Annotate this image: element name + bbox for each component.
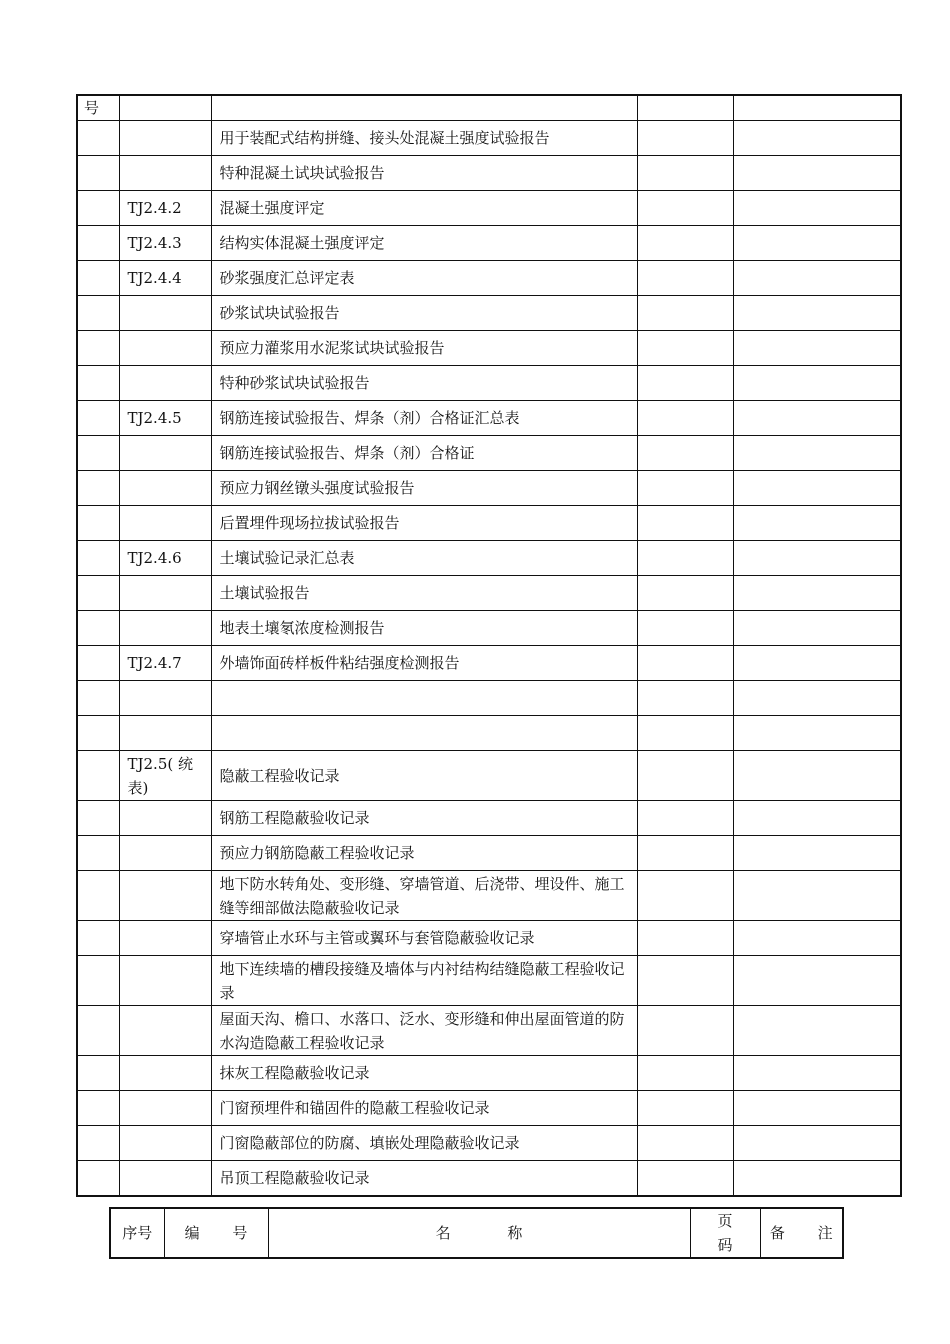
table-row xyxy=(77,871,901,921)
header-fragment-row xyxy=(77,95,901,121)
row-code-cell: TJ2.4.2 xyxy=(119,191,211,226)
header-page-cell xyxy=(637,95,733,121)
table-row xyxy=(77,751,901,801)
column-header-code: 编 号 xyxy=(164,1208,268,1258)
table-row xyxy=(77,436,901,471)
row-code-cell xyxy=(119,611,211,646)
row-name-cell: 土壤试验报告 xyxy=(211,576,637,611)
row-note-cell xyxy=(733,436,901,471)
table-row xyxy=(77,1006,901,1056)
row-page-cell xyxy=(637,1161,733,1197)
row-seq-cell xyxy=(77,401,119,436)
row-page-cell xyxy=(637,681,733,716)
row-page-cell xyxy=(637,646,733,681)
row-page-cell xyxy=(637,436,733,471)
row-page-cell xyxy=(637,261,733,296)
table-row xyxy=(77,226,901,261)
row-note-cell xyxy=(733,921,901,956)
row-code-cell xyxy=(119,801,211,836)
row-note-cell xyxy=(733,471,901,506)
row-code-cell xyxy=(119,1056,211,1091)
row-seq-cell xyxy=(77,121,119,156)
row-note-cell xyxy=(733,366,901,401)
row-note-cell xyxy=(733,956,901,1006)
row-note-cell xyxy=(733,1006,901,1056)
row-note-cell xyxy=(733,156,901,191)
row-seq-cell xyxy=(77,1006,119,1056)
row-page-cell xyxy=(637,471,733,506)
table-row xyxy=(77,541,901,576)
row-page-cell xyxy=(637,871,733,921)
row-code-cell: TJ2.4.7 xyxy=(119,646,211,681)
row-note-cell xyxy=(733,121,901,156)
row-seq-cell xyxy=(77,1056,119,1091)
row-code-cell: TJ2.4.4 xyxy=(119,261,211,296)
row-page-cell xyxy=(637,1006,733,1056)
row-name-cell: 屋面天沟、檐口、水落口、泛水、变形缝和伸出屋面管道的防水沟造隐蔽工程验收记录 xyxy=(211,1006,637,1056)
row-code-cell xyxy=(119,156,211,191)
row-code-cell xyxy=(119,1161,211,1197)
row-name-cell: 门窗预埋件和锚固件的隐蔽工程验收记录 xyxy=(211,1091,637,1126)
column-header-seq: 序号 xyxy=(110,1208,164,1258)
row-name-cell: 特种混凝土试块试验报告 xyxy=(211,156,637,191)
row-name-cell: 砂浆试块试验报告 xyxy=(211,296,637,331)
row-name-cell: 外墙饰面砖样板件粘结强度检测报告 xyxy=(211,646,637,681)
column-header-row xyxy=(110,1208,843,1258)
table-row xyxy=(77,956,901,1006)
row-code-cell: TJ2.4.6 xyxy=(119,541,211,576)
row-page-cell xyxy=(637,576,733,611)
row-seq-cell xyxy=(77,956,119,1006)
row-page-cell xyxy=(637,296,733,331)
row-seq-cell xyxy=(77,541,119,576)
row-page-cell xyxy=(637,716,733,751)
row-name-cell: 穿墙管止水环与主管或翼环与套管隐蔽验收记录 xyxy=(211,921,637,956)
header-note-cell xyxy=(733,95,901,121)
row-seq-cell xyxy=(77,331,119,366)
table-row xyxy=(77,1126,901,1161)
row-note-cell xyxy=(733,716,901,751)
row-code-cell xyxy=(119,121,211,156)
row-page-cell xyxy=(637,331,733,366)
document-index-table xyxy=(76,94,902,1197)
row-note-cell xyxy=(733,871,901,921)
row-name-cell: 隐蔽工程验收记录 xyxy=(211,751,637,801)
row-seq-cell xyxy=(77,366,119,401)
row-name-cell: 地下防水转角处、变形缝、穿墙管道、后浇带、埋设件、施工缝等细部做法隐蔽验收记录 xyxy=(211,871,637,921)
table-body xyxy=(77,95,901,1196)
row-seq-cell xyxy=(77,156,119,191)
row-seq-cell xyxy=(77,191,119,226)
row-note-cell xyxy=(733,1161,901,1197)
row-seq-cell xyxy=(77,436,119,471)
row-name-cell: 抹灰工程隐蔽验收记录 xyxy=(211,1056,637,1091)
row-name-cell: 预应力钢丝镦头强度试验报告 xyxy=(211,471,637,506)
row-name-cell: 地下连续墙的槽段接缝及墙体与内衬结构结缝隐蔽工程验收记录 xyxy=(211,956,637,1006)
row-page-cell xyxy=(637,611,733,646)
row-seq-cell xyxy=(77,871,119,921)
row-code-cell xyxy=(119,1091,211,1126)
header-name-cell xyxy=(211,95,637,121)
row-seq-cell xyxy=(77,836,119,871)
column-header-note: 备 注 xyxy=(760,1208,843,1258)
table-row xyxy=(77,921,901,956)
column-header-page: 页 码 xyxy=(690,1208,760,1258)
column-header-name: 名 称 xyxy=(268,1208,690,1258)
row-seq-cell xyxy=(77,681,119,716)
row-page-cell xyxy=(637,121,733,156)
row-name-cell: 地表土壤氡浓度检测报告 xyxy=(211,611,637,646)
table-row xyxy=(77,156,901,191)
row-seq-cell xyxy=(77,1126,119,1161)
table-row xyxy=(77,1091,901,1126)
table-row xyxy=(77,506,901,541)
row-name-cell xyxy=(211,681,637,716)
row-name-cell: 土壤试验记录汇总表 xyxy=(211,541,637,576)
row-code-cell xyxy=(119,1006,211,1056)
table-row xyxy=(77,681,901,716)
table-row xyxy=(77,836,901,871)
row-note-cell xyxy=(733,751,901,801)
row-code-cell xyxy=(119,366,211,401)
row-name-cell: 特种砂浆试块试验报告 xyxy=(211,366,637,401)
row-note-cell xyxy=(733,331,901,366)
row-code-cell xyxy=(119,836,211,871)
row-name-cell: 钢筋连接试验报告、焊条（剂）合格证 xyxy=(211,436,637,471)
row-code-cell xyxy=(119,471,211,506)
table-row xyxy=(77,1056,901,1091)
row-page-cell xyxy=(637,191,733,226)
row-page-cell xyxy=(637,156,733,191)
header-code-cell xyxy=(119,95,211,121)
table-row xyxy=(77,1161,901,1197)
table-row xyxy=(77,611,901,646)
row-page-cell xyxy=(637,836,733,871)
table-row xyxy=(77,331,901,366)
row-page-cell xyxy=(637,226,733,261)
row-note-cell xyxy=(733,541,901,576)
row-note-cell xyxy=(733,801,901,836)
row-page-cell xyxy=(637,541,733,576)
row-name-cell: 吊顶工程隐蔽验收记录 xyxy=(211,1161,637,1197)
row-name-cell: 结构实体混凝土强度评定 xyxy=(211,226,637,261)
row-note-cell xyxy=(733,1091,901,1126)
row-note-cell xyxy=(733,611,901,646)
row-name-cell: 门窗隐蔽部位的防腐、填嵌处理隐蔽验收记录 xyxy=(211,1126,637,1161)
row-name-cell: 钢筋工程隐蔽验收记录 xyxy=(211,801,637,836)
row-seq-cell xyxy=(77,1091,119,1126)
row-note-cell xyxy=(733,506,901,541)
row-code-cell xyxy=(119,506,211,541)
row-note-cell xyxy=(733,261,901,296)
table-row xyxy=(77,716,901,751)
row-name-cell: 用于装配式结构拼缝、接头处混凝土强度试验报告 xyxy=(211,121,637,156)
table-row xyxy=(77,801,901,836)
row-note-cell xyxy=(733,1126,901,1161)
table-row xyxy=(77,191,901,226)
row-seq-cell xyxy=(77,921,119,956)
row-note-cell xyxy=(733,681,901,716)
row-seq-cell xyxy=(77,576,119,611)
row-name-cell: 预应力钢筋隐蔽工程验收记录 xyxy=(211,836,637,871)
row-name-cell xyxy=(211,716,637,751)
table-row xyxy=(77,296,901,331)
row-code-cell: TJ2.5( 统表) xyxy=(119,751,211,801)
row-page-cell xyxy=(637,1126,733,1161)
row-seq-cell xyxy=(77,801,119,836)
row-seq-cell xyxy=(77,226,119,261)
row-seq-cell xyxy=(77,506,119,541)
row-code-cell xyxy=(119,921,211,956)
row-code-cell xyxy=(119,956,211,1006)
row-code-cell xyxy=(119,331,211,366)
row-code-cell: TJ2.4.5 xyxy=(119,401,211,436)
row-code-cell xyxy=(119,716,211,751)
column-header-table xyxy=(109,1207,844,1259)
table-row xyxy=(77,646,901,681)
row-page-cell xyxy=(637,956,733,1006)
row-code-cell xyxy=(119,296,211,331)
row-name-cell: 后置埋件现场拉拔试验报告 xyxy=(211,506,637,541)
row-seq-cell xyxy=(77,261,119,296)
table-row xyxy=(77,471,901,506)
row-note-cell xyxy=(733,646,901,681)
row-note-cell xyxy=(733,226,901,261)
table-row xyxy=(77,261,901,296)
row-page-cell xyxy=(637,1056,733,1091)
header-seq-fragment: 号 xyxy=(77,95,119,121)
row-seq-cell xyxy=(77,611,119,646)
row-page-cell xyxy=(637,921,733,956)
row-page-cell xyxy=(637,751,733,801)
row-page-cell xyxy=(637,506,733,541)
row-seq-cell xyxy=(77,1161,119,1197)
row-seq-cell xyxy=(77,716,119,751)
row-code-cell xyxy=(119,576,211,611)
row-code-cell xyxy=(119,1126,211,1161)
row-seq-cell xyxy=(77,471,119,506)
table-row xyxy=(77,121,901,156)
row-note-cell xyxy=(733,296,901,331)
row-note-cell xyxy=(733,576,901,611)
row-code-cell xyxy=(119,681,211,716)
row-page-cell xyxy=(637,401,733,436)
row-name-cell: 预应力灌浆用水泥浆试块试验报告 xyxy=(211,331,637,366)
row-page-cell xyxy=(637,366,733,401)
row-page-cell xyxy=(637,1091,733,1126)
row-seq-cell xyxy=(77,751,119,801)
row-code-cell xyxy=(119,871,211,921)
table-row xyxy=(77,401,901,436)
row-page-cell xyxy=(637,801,733,836)
row-note-cell xyxy=(733,836,901,871)
row-code-cell: TJ2.4.3 xyxy=(119,226,211,261)
row-seq-cell xyxy=(77,296,119,331)
row-name-cell: 砂浆强度汇总评定表 xyxy=(211,261,637,296)
row-note-cell xyxy=(733,401,901,436)
row-name-cell: 混凝土强度评定 xyxy=(211,191,637,226)
row-name-cell: 钢筋连接试验报告、焊条（剂）合格证汇总表 xyxy=(211,401,637,436)
row-note-cell xyxy=(733,1056,901,1091)
row-code-cell xyxy=(119,436,211,471)
row-note-cell xyxy=(733,191,901,226)
table-row xyxy=(77,576,901,611)
table-row xyxy=(77,366,901,401)
row-seq-cell xyxy=(77,646,119,681)
